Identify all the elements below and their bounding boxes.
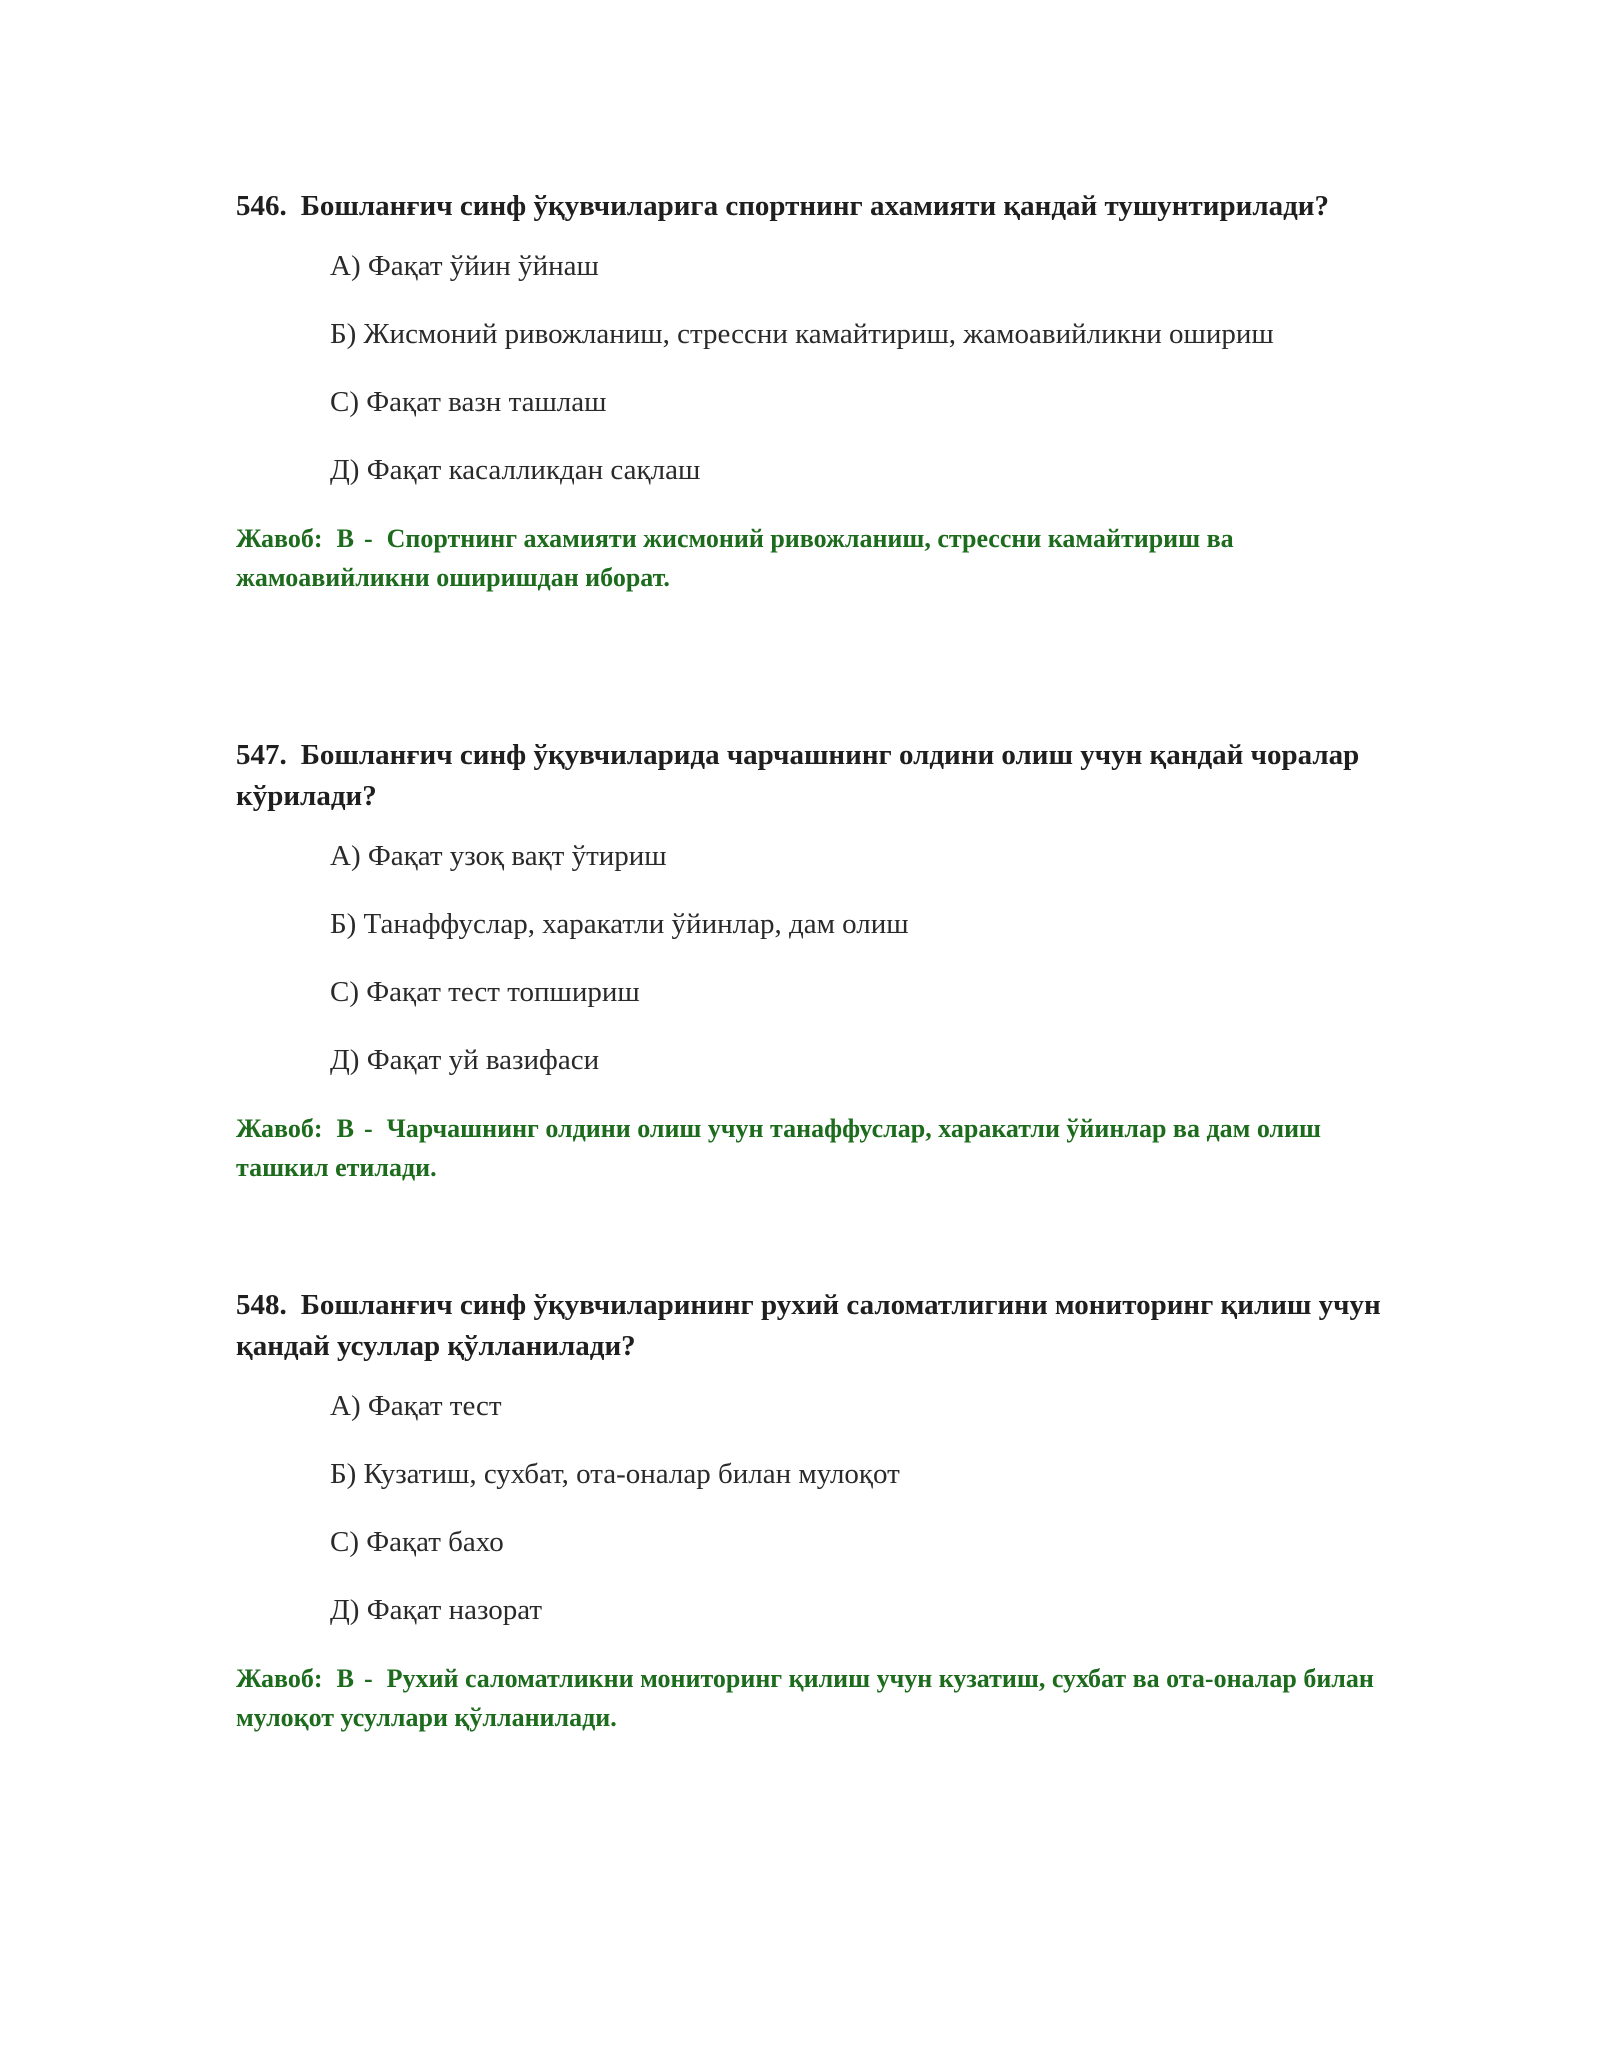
answer-label: Жавоб: — [236, 1114, 323, 1143]
question-text: Бошланғич синф ўқувчиларига спортнинг ахамияти қандай тушунтирилади? — [300, 190, 1329, 222]
question-text: Бошланғич синф ўқувчиларининг рухий саломатлигини мониторинг қилиш учун қандай усуллар қўлланилади? — [236, 1289, 1381, 1362]
answer-text-block — [236, 1659, 1376, 1737]
question-block — [236, 735, 1386, 1187]
option-c: С) Фақат тест топшириш — [330, 976, 640, 1008]
answer-label: Жавоб: — [236, 524, 323, 553]
option-d: Д) Фақат уй вазифаси — [330, 1044, 600, 1076]
question-number: 546. — [236, 190, 287, 222]
options-list — [330, 249, 1386, 487]
option-b: Б) Танаффуслар, харакатли ўйинлар, дам олиш — [330, 908, 909, 940]
question-heading — [236, 186, 1386, 227]
option-d: Д) Фақат касалликдан сақлаш — [330, 454, 701, 486]
answer-letter: B — [336, 1664, 354, 1693]
answer-label: Жавоб: — [236, 1664, 323, 1693]
answer-dash: - — [363, 1114, 373, 1143]
options-list — [330, 1389, 1386, 1627]
answer-letter: B — [336, 1114, 354, 1143]
option-a: А) Фақат ўйин ўйнаш — [330, 250, 599, 282]
question-number: 547. — [236, 739, 287, 771]
option-a: А) Фақат тест — [330, 1390, 502, 1422]
option-c: С) Фақат вазн ташлаш — [330, 386, 607, 418]
question-heading — [236, 1285, 1386, 1367]
question-heading — [236, 735, 1386, 817]
option-c: С) Фақат бахо — [330, 1526, 504, 1558]
option-b: Б) Жисмоний ривожланиш, стрессни камайтириш, жамоавийликни ошириш — [330, 318, 1274, 350]
answer-text-block — [236, 1109, 1376, 1187]
answer-explanation: Чарчашнинг олдини олиш учун танаффуслар, харакатли ўйинлар ва дам олиш ташкил етилади. — [236, 1114, 1321, 1182]
question-number: 548. — [236, 1289, 287, 1321]
question-block — [236, 1285, 1386, 1737]
answer-explanation: Спортнинг ахамияти жисмоний ривожланиш, стрессни камайтириш ва жамоавийликни оширишдан иборат. — [236, 524, 1234, 592]
answer-dash: - — [363, 524, 373, 553]
question-block — [236, 186, 1386, 597]
options-list — [330, 839, 1386, 1077]
answer-dash: - — [363, 1664, 373, 1693]
option-b: Б) Кузатиш, сухбат, ота-оналар билан мулоқот — [330, 1458, 900, 1490]
answer-text-block — [236, 519, 1376, 597]
answer-letter: B — [336, 524, 354, 553]
option-a: А) Фақат узоқ вақт ўтириш — [330, 840, 667, 872]
question-text: Бошланғич синф ўқувчиларида чарчашнинг олдини олиш учун қандай чоралар кўрилади? — [236, 739, 1360, 812]
answer-explanation: Рухий саломатликни мониторинг қилиш учун кузатиш, сухбат ва ота-оналар билан мулоқот усуллари қўлланилади. — [236, 1664, 1374, 1732]
option-d: Д) Фақат назорат — [330, 1594, 543, 1626]
